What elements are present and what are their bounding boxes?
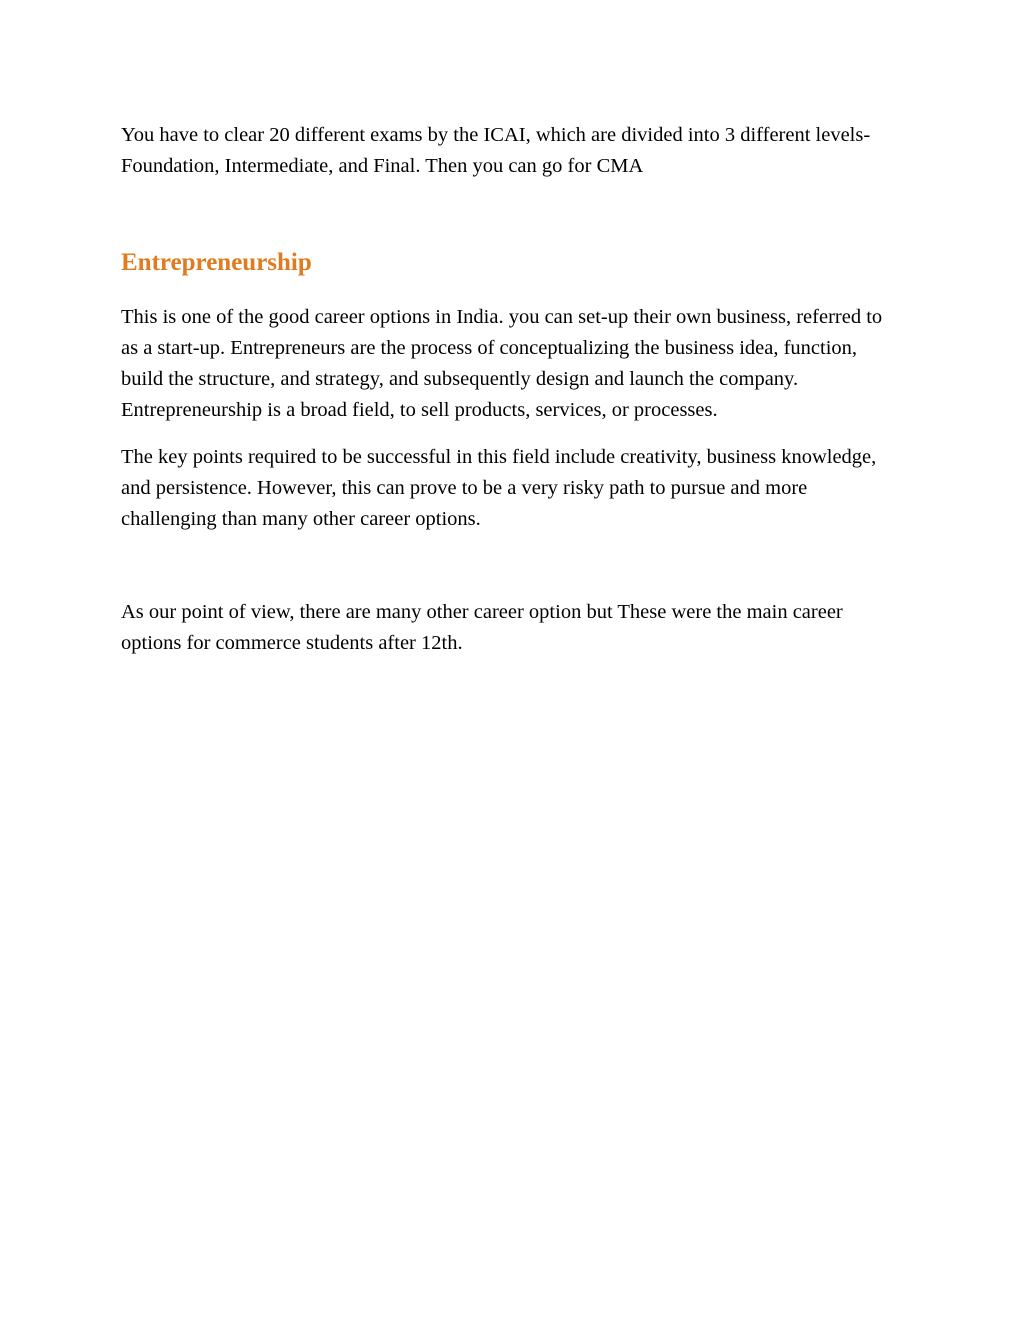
page-content [121,120,901,659]
section-paragraph: This is one of the good career options in India. you can set-up their own business, referred to as a start-up. Entrepreneurs are the process of conceptualizing the business idea, function, build the structure, and strategy, and subsequently design and launch the company. Entrepreneurship is a broad field, to sell products, services, or processes. [121,306,883,421]
section-heading-entrepreneurship: Entrepreneurship [121,249,312,276]
conclusion-paragraph: As our point of view, there are many other career option but These were the main career options for commerce students after 12th. [121,601,843,654]
intro-paragraph: You have to clear 20 different exams by the ICAI, which are divided into 3 different levels- Foundation, Intermediate, and Final. Then you can go for CMA [121,124,871,177]
section-paragraph: The key points required to be successful in this field include creativity, business knowledge, and persistence. However, this can prove to be a very risky path to pursue and more challenging than many other career options. [121,446,877,530]
